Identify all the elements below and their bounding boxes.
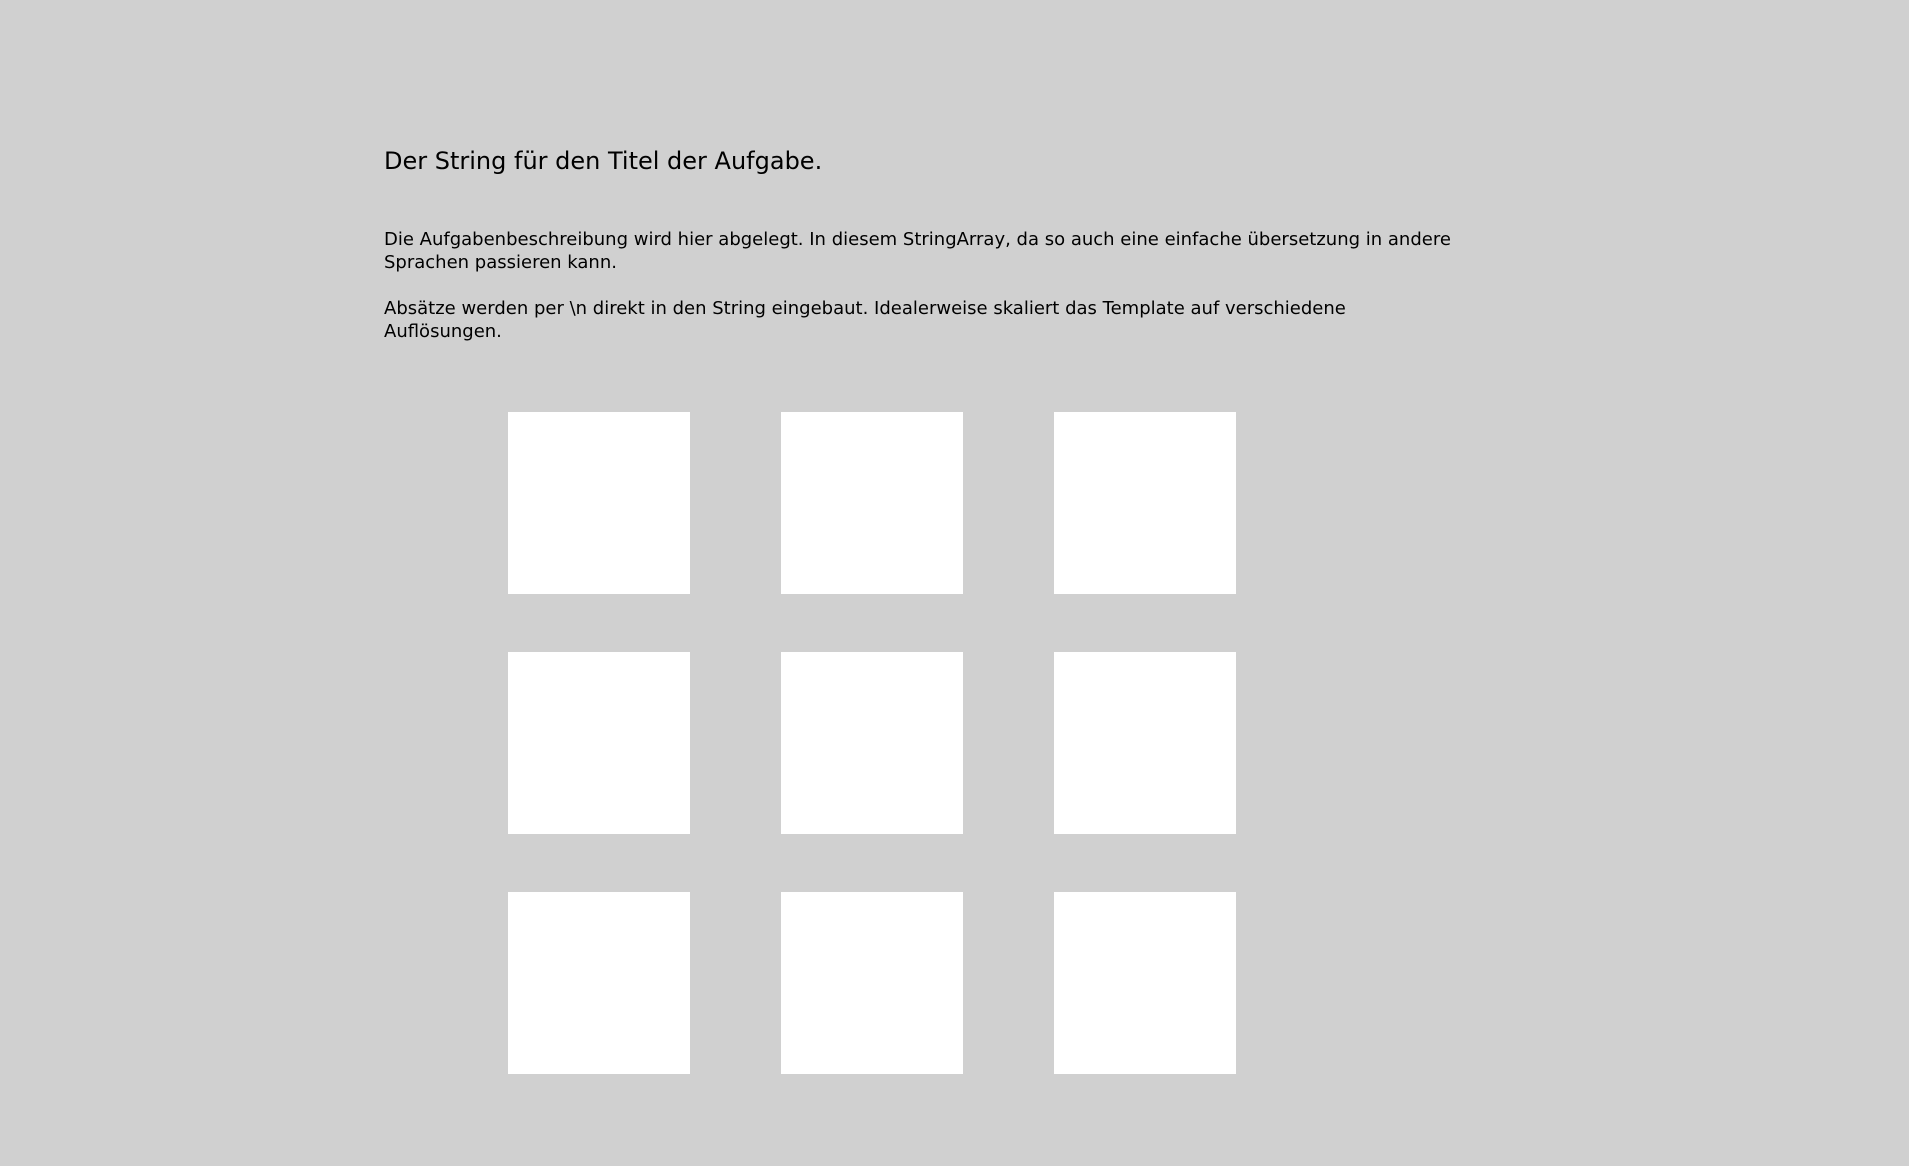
- tile-r3-c1[interactable]: [508, 892, 690, 1074]
- tile-grid: [508, 412, 1236, 1074]
- tile-r1-c1[interactable]: [508, 412, 690, 594]
- description-paragraph: Absätze werden per \n direkt in den String eingebaut. Idealerweise skaliert das Template auf verschiedene Auflösungen.: [384, 298, 1346, 342]
- tile-r2-c1[interactable]: [508, 652, 690, 834]
- task-description: [384, 228, 1464, 366]
- tile-r1-c2[interactable]: [781, 412, 963, 594]
- task-title: Der String für den Titel der Aufgabe.: [384, 147, 823, 175]
- tile-r1-c3[interactable]: [1054, 412, 1236, 594]
- tile-r3-c2[interactable]: [781, 892, 963, 1074]
- description-paragraph: Die Aufgabenbeschreibung wird hier abgelegt. In diesem StringArray, da so auch eine einfache übersetzung in andere Sprachen passieren kann.: [384, 229, 1451, 273]
- tile-r2-c3[interactable]: [1054, 652, 1236, 834]
- tile-r2-c2[interactable]: [781, 652, 963, 834]
- tile-r3-c3[interactable]: [1054, 892, 1236, 1074]
